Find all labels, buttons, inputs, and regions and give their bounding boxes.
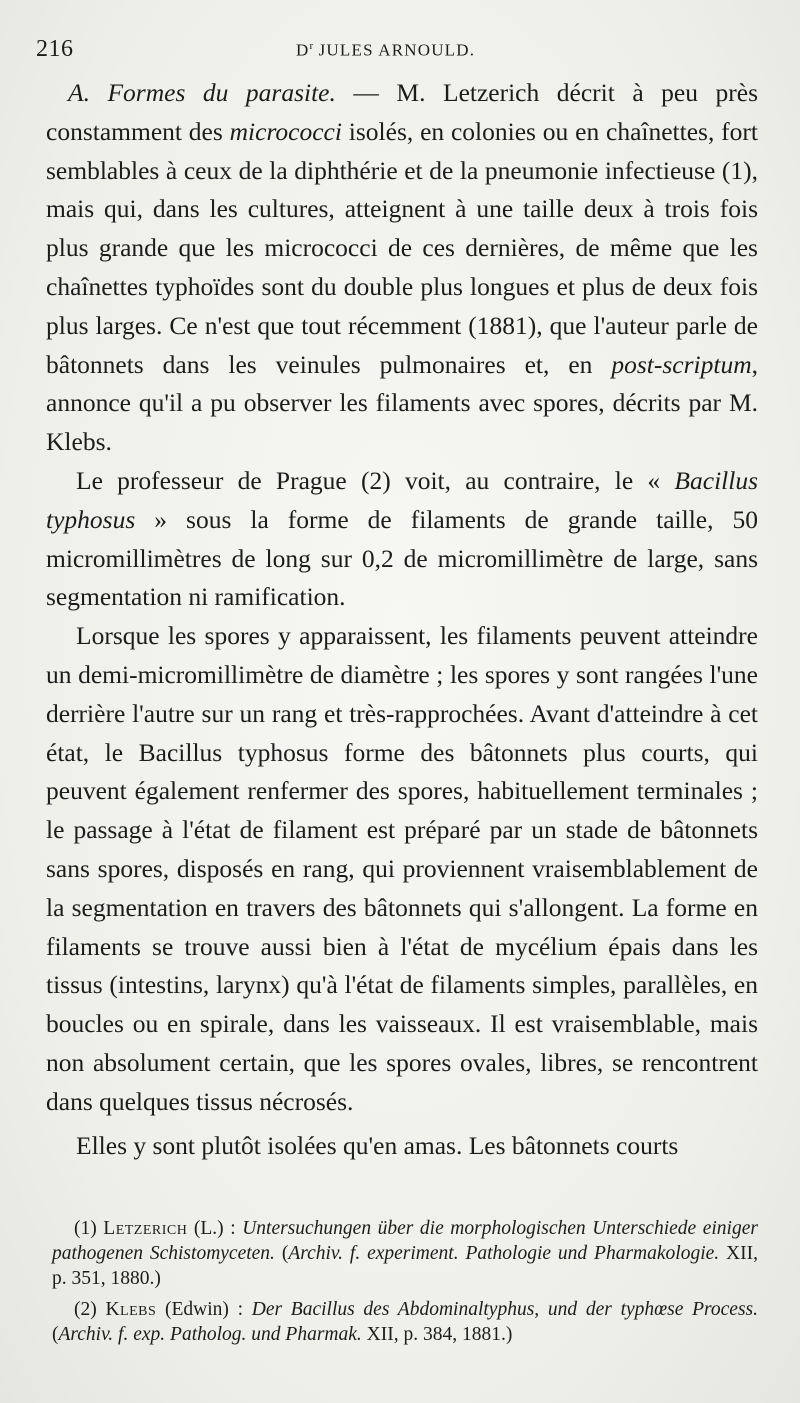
em-dash: — [335, 78, 397, 107]
body-text [46, 74, 758, 1165]
author-prefix: D [296, 40, 310, 60]
footnote-journal: Archiv. f. experiment. Pathologie und Pharmakologie. [288, 1243, 720, 1264]
footnote-1 [52, 1216, 758, 1291]
text-run: (Edwin) : [156, 1299, 252, 1320]
page-number: 216 [36, 36, 74, 62]
text-run: Le professeur de Prague (2) voit, au contraire, le « [76, 465, 675, 495]
footnote-2 [52, 1297, 758, 1347]
footnote-marker: (2) [74, 1299, 106, 1320]
text-run: » sous la forme de filaments de grande taille, 50 micromillimètres de long sur 0,2 de micromillimètre de large, sans segmentation ni ramification. [46, 504, 758, 612]
text-run: M. Letzerich décrit à peu près constamment des [46, 78, 758, 146]
text-run: isolés, en colonies ou en chaînettes, fort semblables à ceux de la diphthérie et de la pneumonie infectieuse (1), mais qui, dans les cultures, atteignent à une taille deux à trois fois plus grande que les micrococci de ces dernières, de même que les chaînettes typhoïdes sont du double plus longues et plus de deux fois plus larges. Ce n'est que tout récemment (1881), que l'auteur parle de bâtonnets dans les veinules pulmonaires et, en [46, 116, 758, 379]
paragraph-batonnets-courts: Elles y sont plutôt isolées qu'en amas. Les bâtonnets courts [76, 1130, 679, 1160]
text-run: ( [274, 1243, 289, 1264]
footnote-title: Der Bacillus des Abdominaltyphus, und der typhœse Process. [251, 1299, 758, 1320]
paragraph-spores: Lorsque les spores y apparaissent, les filaments peuvent atteindre un demi-micromillimètre de diamètre ; les spores y sont rangées l'une derrière l'autre sur un rang et très-rapprochées. Avant d'atteindre à cet état, le Bacillus typhosus forme des bâtonnets plus courts, qui peuvent également renfermer des spores, habituellement terminales ; le passage à l'état de filament est préparé par un stade de bâtonnets sans spores, disposés en rang, qui proviennent vraisemblablement de la segmentation en travers des bâtonnets qui s'allongent. La forme en filaments se trouve aussi bien à l'état de mycélium épais dans les tissus (intestins, larynx) qu'à l'état de filaments simples, parallèles, en boucles ou en spirale, dans les vaisseaux. Il est vraisemblable, mais non absolument certain, que les spores ovales, libres, se rencontrent dans quelques tissus nécrosés. [46, 621, 758, 1116]
running-head [296, 40, 475, 61]
text-run: (L.) : [187, 1218, 243, 1239]
footnote-journal: Archiv. f. exp. Patholog. und Pharmak. [58, 1324, 362, 1345]
footnote-title: Untersuchungen über die morphologischen Unterschiede einiger pathogenen Schistomyceten. [52, 1218, 758, 1264]
author-prefix-superscript: r [309, 40, 314, 52]
text-run: , annonce qu'il a pu observer les filaments avec spores, décrits par M. Klebs. [46, 349, 758, 457]
page-header [36, 32, 766, 68]
text-run: XII, p. 384, 1881.) [361, 1324, 513, 1345]
author-name: JULES ARNOULD. [318, 40, 476, 60]
text-run: ( [52, 1324, 59, 1345]
paragraph-formes-du-parasite [46, 74, 758, 462]
italic-term: Bacillus typhosus [46, 465, 758, 534]
footnote-marker: (1) [74, 1218, 104, 1239]
footnotes [52, 1216, 758, 1353]
italic-term: micrococci [229, 116, 342, 146]
footnote-author: Klebs [105, 1299, 157, 1320]
italic-term: post-scriptum [611, 349, 752, 379]
paragraph-professeur-de-prague [46, 462, 758, 617]
section-label: A. Formes du parasite. [68, 78, 336, 107]
footnote-author: Letzerich [103, 1218, 188, 1239]
text-run: XII, p. 351, 1880.) [52, 1243, 758, 1289]
